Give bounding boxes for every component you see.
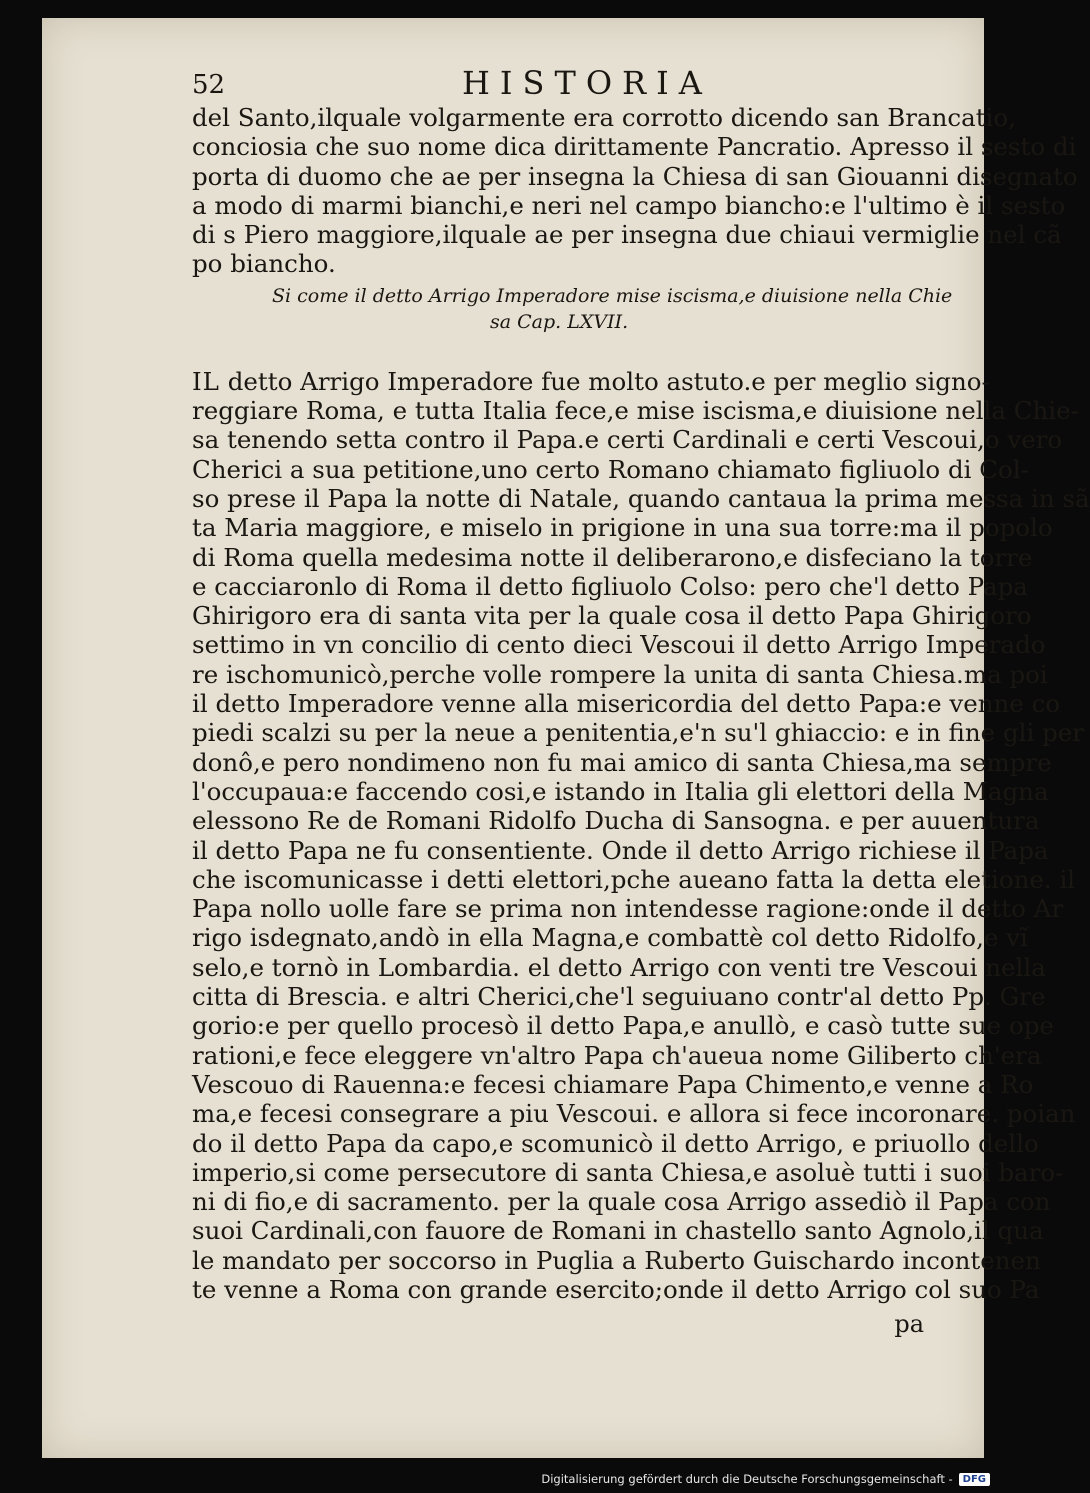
first-line-text: detto Arrigo Imperadore fue molto astuto.e per meglio signo- — [219, 366, 990, 396]
chapter-heading-line: sa Cap. LXVII. — [490, 310, 629, 333]
text-line: che iscomunicasse i detti elettori,pche aueano fatta la detta eletione. il — [192, 864, 1076, 894]
body-text — [192, 103, 1090, 1304]
text-line: donô,e pero nondimeno non fu mai amico di santa Chiesa,ma sempre — [192, 747, 1052, 777]
text-line: settimo in vn concilio di cento dieci Vescoui il detto Arrigo Imperado — [192, 630, 1046, 660]
text-line: ta Maria maggiore, e miselo in prigione in una sua torre:ma il popolo — [192, 513, 1053, 543]
text-line: Vescouo di Rauenna:e fecesi chiamare Papa Chimento,e venne a Ro — [192, 1069, 1034, 1099]
text-line: Cherici a sua petitione,uno certo Romano chiamato figliuolo di Col- — [192, 454, 1029, 484]
text-line: conciosia che suo nome dica dirittamente Pancratio. Apresso il sesto di — [192, 132, 1077, 162]
text-line: reggiare Roma, e tutta Italia fece,e mise iscisma,e diuisione nella Chie- — [192, 396, 1079, 426]
footer-text: Digitalisierung gefördert durch die Deutsche Forschungsgemeinschaft - — [541, 1472, 953, 1486]
page-number: 52 — [192, 70, 226, 100]
text-line: piedi scalzi su per la neue a penitentia,e'n su'l ghiaccio: e in fine gli per — [192, 718, 1085, 748]
footer-credit — [541, 1468, 990, 1490]
text-line: e cacciaronlo di Roma il detto figliuolo Colso: pero che'l detto Papa — [192, 571, 1028, 601]
text-line: te venne a Roma con grande esercito;onde il detto Arrigo col suo Pa — [192, 1274, 1040, 1304]
text-line: di Roma quella medesima notte il deliberarono,e disfeciano la torre — [192, 542, 1033, 572]
text-line: selo,e tornò in Lombardia. el detto Arrigo con venti tre Vescoui nella — [192, 952, 1046, 982]
text-line: l'occupaua:e faccendo cosi,e istando in Italia gli elettori della Magna — [192, 776, 1049, 806]
text-line: re ischomunicò,perche volle rompere la unita di santa Chiesa.ma poi — [192, 659, 1048, 689]
text-line: Papa nollo uolle fare se prima non intendesse ragione:onde il detto Ar — [192, 894, 1064, 924]
text-line: Ghirigoro era di santa vita per la quale cosa il detto Papa Ghirigoro — [192, 601, 1032, 631]
catchword: pa — [894, 1310, 924, 1338]
text-line: elessono Re de Romani Ridolfo Ducha di Sansogna. e per auuentura — [192, 806, 1040, 836]
text-line: porta di duomo che ae per insegna la Chiesa di san Giouanni disegnato — [192, 161, 1078, 191]
text-line: a modo di marmi bianchi,e neri nel campo biancho:e l'ultimo è il sesto — [192, 190, 1066, 220]
chapter-heading-line: Si come il detto Arrigo Imperadore mise iscisma,e diuisione nella Chie — [272, 284, 953, 307]
text-line: il detto Papa ne fu consentiente. Onde il detto Arrigo richiese il Papa — [192, 835, 1049, 865]
chapter-first-line — [192, 366, 990, 396]
text-line: suoi Cardinali,con fauore de Romani in chastello santo Agnolo,il qua — [192, 1216, 1044, 1246]
text-line: sa tenendo setta contro il Papa.e certi Cardinali e certi Vescoui,o vero — [192, 425, 1063, 455]
dfg-logo-icon: DFG — [959, 1473, 990, 1486]
page-header — [192, 64, 892, 104]
text-line: rigo isdegnato,andò in ella Magna,e combattè col detto Ridolfo,e vĩ — [192, 923, 1028, 953]
text-line: ma,e fecesi consegrare a piu Vescoui. e allora si fece incoronare. poian — [192, 1099, 1076, 1129]
text-line: so prese il Papa la notte di Natale, quando cantaua la prima messa in sã — [192, 483, 1090, 513]
text-line: le mandato per soccorso in Puglia a Ruberto Guischardo incontenen — [192, 1245, 1041, 1275]
chapter-initial: IL — [192, 366, 220, 396]
text-line: di s Piero maggiore,ilquale ae per insegna due chiaui vermiglie nel cã — [192, 220, 1062, 250]
book-page — [42, 18, 1090, 1458]
text-line: citta di Brescia. e altri Cherici,che'l seguiuano contr'al detto Pp. Gre — [192, 982, 1046, 1012]
text-line: gorio:e per quello procesò il detto Papa,e anullò, e casò tutte sue ope — [192, 1011, 1054, 1041]
text-line: il detto Imperadore venne alla misericordia del detto Papa:e venne co — [192, 689, 1061, 719]
text-line: ni di fio,e di sacramento. per la quale cosa Arrigo assediò il Papa con — [192, 1187, 1051, 1217]
text-line: do il detto Papa da capo,e scomunicò il detto Arrigo, e priuollo dello — [192, 1128, 1039, 1158]
text-line: imperio,si come persecutore di santa Chiesa,e asoluè tutti i suoi baro- — [192, 1157, 1064, 1187]
running-title: HISTORIA — [462, 64, 712, 102]
text-line: rationi,e fece eleggere vn'altro Papa ch'aueua nome Giliberto ch'era — [192, 1040, 1042, 1070]
text-line: del Santo,ilquale volgarmente era corrotto dicendo san Brancatio, — [192, 103, 1016, 132]
text-line: po biancho. — [192, 249, 336, 279]
